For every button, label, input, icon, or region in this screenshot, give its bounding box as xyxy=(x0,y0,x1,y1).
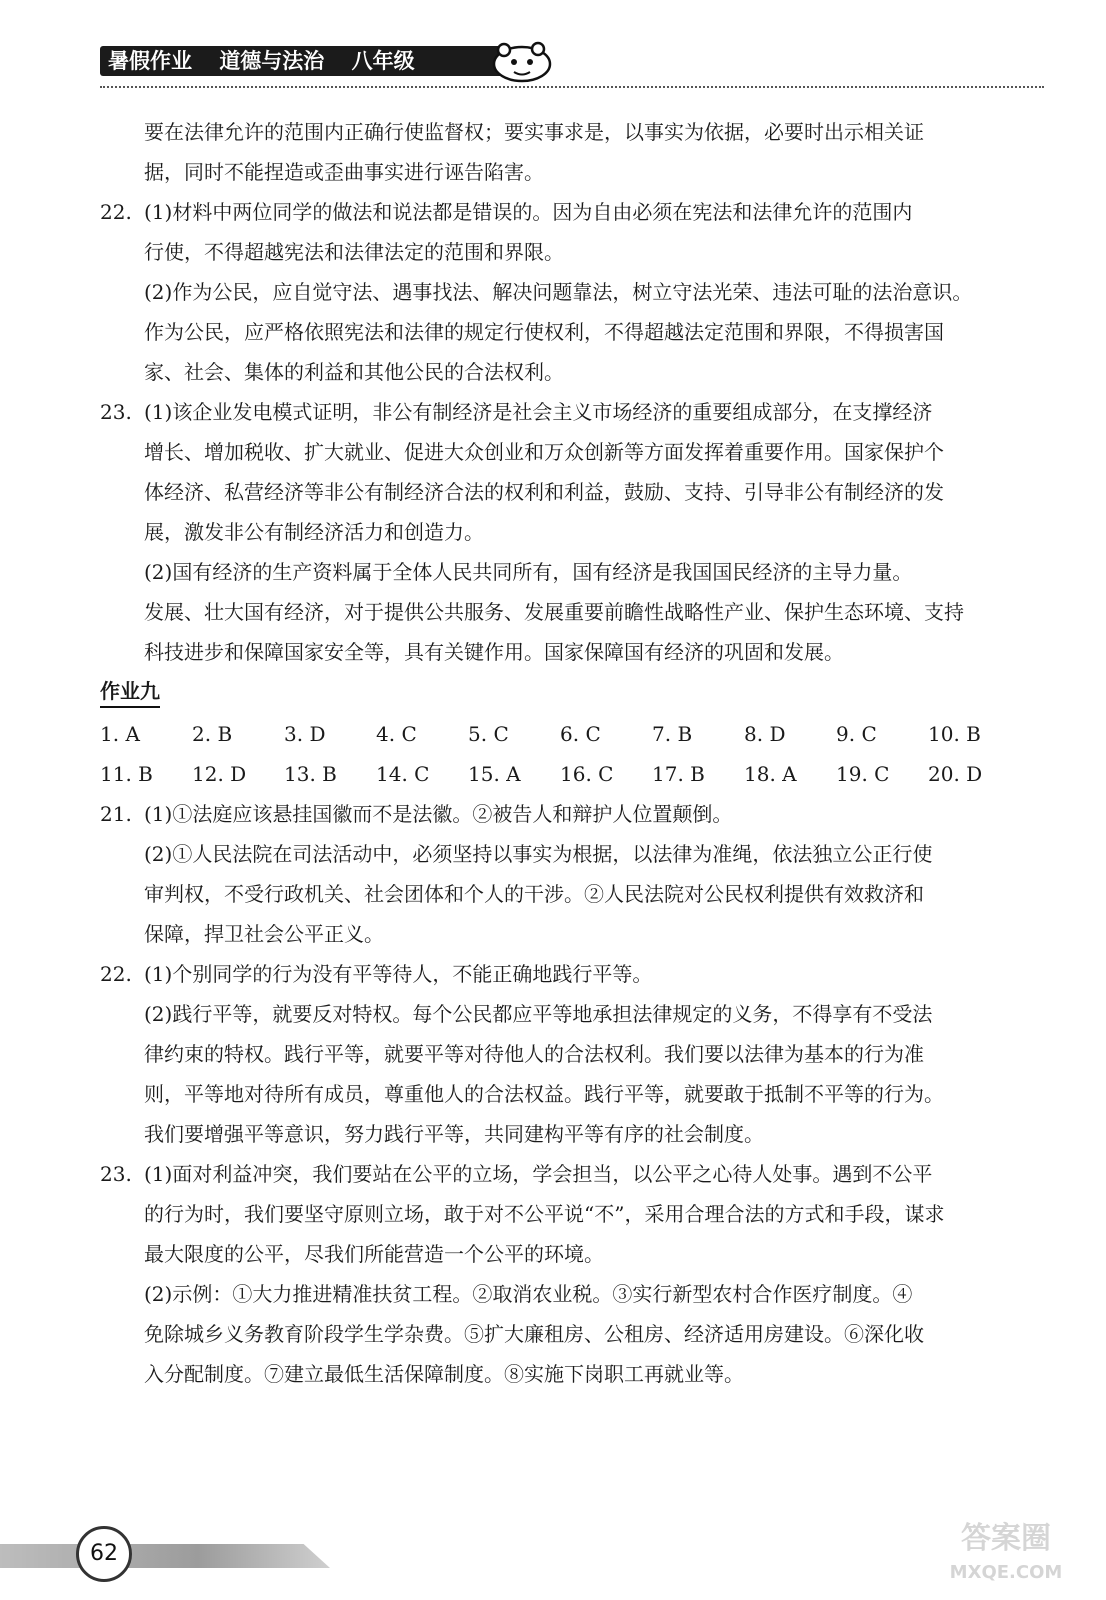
header-grade: 八年级 xyxy=(351,49,415,73)
choice-answer: 11. B xyxy=(100,762,153,786)
text-line: (1)①法庭应该悬挂国徽而不是法徽。②被告人和辩护人位置颠倒。 xyxy=(144,802,733,826)
text-line: (1)材料中两位同学的做法和说法都是错误的。因为自由必须在宪法和法律允许的范围内 xyxy=(144,200,913,224)
answer-content xyxy=(100,112,1040,1394)
text-line: 作为公民，应严格依照宪法和法律的规定行使权利，不得超越法定范围和界限，不得损害国 xyxy=(144,320,944,344)
text-line: 发展、壮大国有经济，对于提供公共服务、发展重要前瞻性战略性产业、保护生态环境、支持 xyxy=(144,600,964,624)
text-line: (2)践行平等，就要反对特权。每个公民都应平等地承担法律规定的义务，不得享有不受法 xyxy=(144,1002,933,1026)
text-line: 要在法律允许的范围内正确行使监督权；要实事求是，以事实为依据，必要时出示相关证 xyxy=(144,120,924,144)
choice-answer: 17. B xyxy=(652,762,705,786)
text-line: 最大限度的公平，尽我们所能营造一个公平的环境。 xyxy=(144,1242,604,1266)
text-line: (1)面对利益冲突，我们要站在公平的立场，学会担当，以公平之心待人处事。遇到不公平 xyxy=(144,1162,933,1186)
text-line: 免除城乡义务教育阶段学生学杂费。⑤扩大廉租房、公租房、经济适用房建设。⑥深化收 xyxy=(144,1322,924,1346)
question-number: 23. xyxy=(100,1162,132,1186)
text-line: 家、社会、集体的利益和其他公民的合法权利。 xyxy=(144,360,564,384)
page-footer xyxy=(0,1520,360,1580)
choice-answers-row-2 xyxy=(100,754,1040,794)
section9-question-23 xyxy=(100,1154,1040,1394)
choice-answer: 1. A xyxy=(100,722,140,746)
choice-answer: 3. D xyxy=(284,722,326,746)
question-number: 23. xyxy=(100,400,132,424)
question-number: 22. xyxy=(100,962,132,986)
text-line: 我们要增强平等意识，努力践行平等，共同建构平等有序的社会制度。 xyxy=(144,1122,764,1146)
text-line: 体经济、私营经济等非公有制经济合法的权利和利益，鼓励、支持、引导非公有制经济的发 xyxy=(144,480,944,504)
section-title: 作业九 xyxy=(100,676,160,708)
mascot-icon xyxy=(486,40,556,84)
section9-question-21 xyxy=(100,794,1040,954)
text-line: 展，激发非公有制经济活力和创造力。 xyxy=(144,520,484,544)
text-line: 增长、增加税收、扩大就业、促进大众创业和万众创新等方面发挥着重要作用。国家保护个 xyxy=(144,440,944,464)
watermark-logo xyxy=(926,1510,1086,1590)
page-number: 62 xyxy=(76,1526,132,1582)
text-line: 科技进步和保障国家安全等，具有关键作用。国家保障国有经济的巩固和发展。 xyxy=(144,640,844,664)
choice-answer: 9. C xyxy=(836,722,877,746)
choice-answer: 12. D xyxy=(192,762,247,786)
text-line: 则，平等地对待所有成员，尊重他人的合法权益。践行平等，就要敢于抵制不平等的行为。 xyxy=(144,1082,944,1106)
header-series: 暑假作业 xyxy=(108,49,192,73)
question-22 xyxy=(100,192,1040,392)
question-23 xyxy=(100,392,1040,672)
continued-paragraph xyxy=(100,112,1040,192)
footer-band xyxy=(0,1544,330,1568)
text-line: (2)①人民法院在司法活动中，必须坚持以事实为根据，以法律为准绳，依法独立公正行使 xyxy=(144,842,933,866)
header-banner xyxy=(100,46,508,76)
section9-question-22 xyxy=(100,954,1040,1154)
text-line: (2)示例：①大力推进精准扶贫工程。②取消农业税。③实行新型农村合作医疗制度。④ xyxy=(144,1282,913,1306)
text-line: 审判权，不受行政机关、社会团体和个人的干涉。②人民法院对公民权利提供有效救济和 xyxy=(144,882,924,906)
text-line: (1)该企业发电模式证明，非公有制经济是社会主义市场经济的重要组成部分，在支撑经济 xyxy=(144,400,933,424)
text-line: 律约束的特权。践行平等，就要平等对待他人的合法权利。我们要以法律为基本的行为准 xyxy=(144,1042,924,1066)
header-divider xyxy=(100,86,1044,88)
text-line: 的行为时，我们要坚守原则立场，敢于对不公平说“不”，采用合理合法的方式和手段，谋求 xyxy=(144,1202,945,1226)
watermark-url: MXQE.COM xyxy=(949,1562,1063,1583)
choice-answer: 4. C xyxy=(376,722,417,746)
text-line: 行使，不得超越宪法和法律法定的范围和界限。 xyxy=(144,240,564,264)
choice-answer: 13. B xyxy=(284,762,337,786)
choice-answer: 8. D xyxy=(744,722,786,746)
choice-answers-row-1 xyxy=(100,714,1040,754)
choice-answer: 18. A xyxy=(744,762,797,786)
choice-answer: 15. A xyxy=(468,762,521,786)
choice-answer: 10. B xyxy=(928,722,981,746)
choice-answer: 2. B xyxy=(192,722,233,746)
page-header xyxy=(100,40,580,80)
choice-answer: 20. D xyxy=(928,762,983,786)
choice-answer: 6. C xyxy=(560,722,601,746)
choice-answer: 16. C xyxy=(560,762,614,786)
question-number: 22. xyxy=(100,200,132,224)
choice-answer: 5. C xyxy=(468,722,509,746)
text-line: 据，同时不能捏造或歪曲事实进行诬告陷害。 xyxy=(144,160,544,184)
choice-answer: 14. C xyxy=(376,762,430,786)
text-line: (1)个别同学的行为没有平等待人，不能正确地践行平等。 xyxy=(144,962,653,986)
text-line: 保障，捍卫社会公平正义。 xyxy=(144,922,384,946)
watermark-title: 答案圈 xyxy=(961,1521,1051,1556)
choice-answer: 7. B xyxy=(652,722,693,746)
header-subject: 道德与法治 xyxy=(219,49,325,73)
text-line: 入分配制度。⑦建立最低生活保障制度。⑧实施下岗职工再就业等。 xyxy=(144,1362,744,1386)
choice-answer: 19. C xyxy=(836,762,890,786)
text-line: (2)作为公民，应自觉守法、遇事找法、解决问题靠法，树立守法光荣、违法可耻的法治意识。 xyxy=(144,280,973,304)
question-number: 21. xyxy=(100,802,132,826)
text-line: (2)国有经济的生产资料属于全体人民共同所有，国有经济是我国国民经济的主导力量。 xyxy=(144,560,913,584)
